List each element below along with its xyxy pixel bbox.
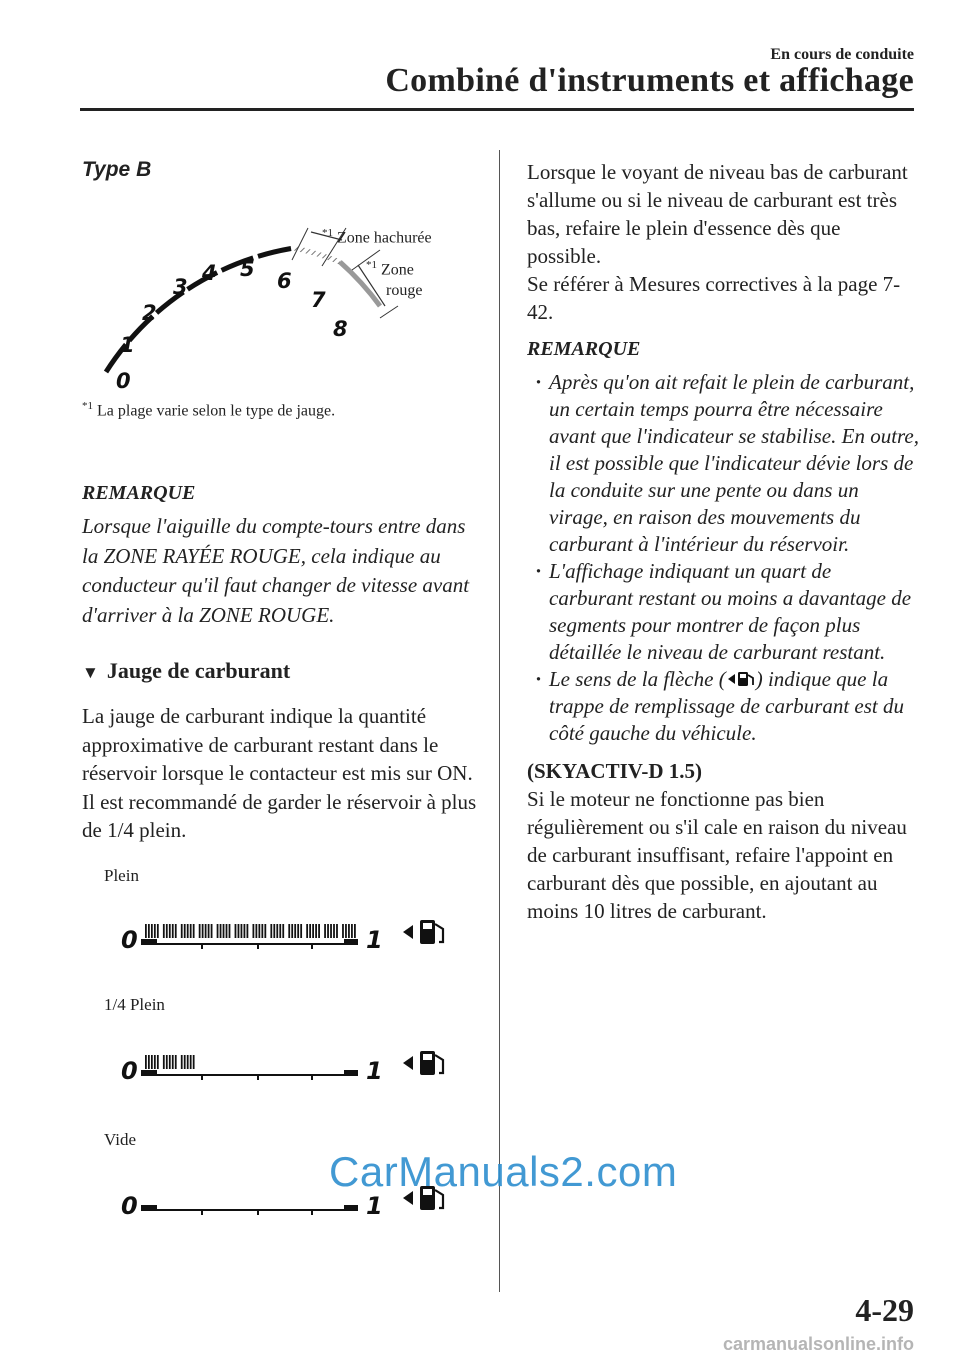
annotation-hatched-text: Zone hachurée <box>337 229 432 247</box>
fuel-pump-icon <box>403 920 443 944</box>
annotation-mark: *1 <box>366 259 377 271</box>
list-item <box>527 558 919 666</box>
gauge-segment <box>181 1055 195 1069</box>
tick-label-3: 3 <box>173 275 188 299</box>
running-head-section: En cours de conduite <box>770 46 914 63</box>
annotation-hatched-zone <box>322 222 432 249</box>
figure-type-label: Type B <box>82 158 152 181</box>
gauge-tick <box>201 1075 203 1080</box>
page-number: 4-29 <box>855 1292 914 1328</box>
gauge-min-label: 0 <box>121 1192 138 1220</box>
gauge-segment <box>288 924 302 938</box>
annotation-mark: *1 <box>322 227 333 239</box>
gauge-max-label: 1 <box>366 926 383 954</box>
reference-paragraph: Se référer à Mesures correctives à la page 7-42. <box>527 272 901 324</box>
low-fuel-paragraph: Lorsque le voyant de niveau bas de carburant s'allume ou si le niveau de carburant est très bas, refaire le plein d'essence dès que possible. <box>527 160 908 268</box>
gauge-min-label: 0 <box>121 926 138 954</box>
gauge-tick <box>311 1210 313 1215</box>
gauge-baseline <box>141 1074 354 1076</box>
tick-label-5: 5 <box>240 257 255 281</box>
gauge-segment <box>270 924 284 938</box>
section-heading <box>82 658 290 684</box>
gauge-segment <box>181 924 195 938</box>
column-divider <box>499 150 500 1292</box>
note-body: Lorsque l'aiguille du compte-tours entre dans la ZONE RAYÉE ROUGE, cela indique au conducteur qu'il faut changer de vitesse avant d'arriver à la ZONE ROUGE. <box>82 514 470 627</box>
gauge-segment <box>235 924 249 938</box>
gauge-max-label: 1 <box>366 1057 383 1085</box>
annotation-red-text-2: rouge <box>386 282 423 299</box>
note-list <box>527 369 919 747</box>
figure-footnote <box>82 400 335 420</box>
note-heading-2: REMARQUE <box>527 338 641 360</box>
bullet: · <box>535 559 543 583</box>
annotation-red-zone <box>366 254 414 281</box>
fuel-gauge-quarter <box>115 1043 465 1087</box>
tick-label-4: 4 <box>202 261 217 285</box>
tick-label-2: 2 <box>142 301 157 325</box>
gauge-tick <box>311 944 313 949</box>
fuel-gauge-label-empty: Vide <box>104 1130 137 1149</box>
bullet: · <box>535 667 543 691</box>
gauge-segment <box>253 924 267 938</box>
watermark-text: CarManuals2.com <box>329 1148 678 1195</box>
tick-label-8: 8 <box>333 317 348 341</box>
footer-site-text: carmanualsonline.info <box>722 1334 914 1354</box>
skyactiv-heading: (SKYACTIV-D 1.5) <box>527 759 703 783</box>
tick-label-0: 0 <box>116 369 131 393</box>
gauge-segment <box>217 924 231 938</box>
list-item-text: L'affichage indiquant un quart de carburant restant ou moins a davantage de segments pour montrer de façon plus détaillée le niveau de carburant restant. <box>549 559 912 664</box>
list-item <box>527 666 919 747</box>
tick-label-7: 7 <box>311 288 326 312</box>
gauge-max-label: 1 <box>366 1192 383 1220</box>
fuel-gauge-label-full: Plein <box>104 866 139 885</box>
gauge-end-block <box>344 1205 358 1211</box>
fuel-gauge-full <box>115 912 465 956</box>
gauge-segment <box>145 1055 159 1069</box>
gauge-min-label: 0 <box>121 1057 138 1085</box>
bullet: · <box>535 370 543 394</box>
gauge-tick <box>201 1210 203 1215</box>
header-rule <box>80 108 914 111</box>
gauge-segment <box>342 924 356 938</box>
tick-label-1: 1 <box>120 333 135 357</box>
gauge-segment <box>306 924 320 938</box>
gauge-baseline <box>141 1209 354 1211</box>
section-heading-text: Jauge de carburant <box>106 658 291 683</box>
running-head-title: Combiné d'instruments et affichage <box>385 62 914 99</box>
skyactiv-body: Si le moteur ne fonctionne pas bien régulièrement ou s'il cale en raison du niveau de carburant insuffisant, refaire l'appoint en carburant dès que possible, en ajoutant au moins 10 litres de carburant. <box>527 787 907 923</box>
gauge-tick <box>201 944 203 949</box>
list-item <box>527 369 919 558</box>
right-column <box>527 158 919 925</box>
fuel-pump-icon <box>403 1051 443 1075</box>
gauge-tick <box>257 1075 259 1080</box>
triangle-marker-icon: ▼ <box>82 663 99 682</box>
footnote-text: La plage varie selon le type de jauge. <box>97 402 336 420</box>
gauge-segment <box>145 924 159 938</box>
gauge-segment <box>163 924 177 938</box>
list-item-text-post: ) indique que la trappe de remplissage de carburant est du côté gauche du véhicule. <box>549 667 905 745</box>
list-item-text: Après qu'on ait refait le plein de carburant, un certain temps pourra être nécessaire avant que l'indicateur se stabilise. En outre, il est possible que l'indicateur dévie lors de la conduite sur une pente ou dans un virage, en raison des mouvements du carburant à l'intérieur du réservoir. <box>549 370 919 556</box>
gauge-segment <box>324 924 338 938</box>
gauge-segment <box>163 1055 177 1069</box>
gauge-tick <box>311 1075 313 1080</box>
gauge-baseline <box>141 943 354 945</box>
footnote-mark: *1 <box>82 400 93 412</box>
fuel-gauge-label-quarter: 1/4 Plein <box>104 995 165 1014</box>
gauge-tick <box>257 944 259 949</box>
gauge-end-block <box>344 939 358 945</box>
gauge-tick <box>257 1210 259 1215</box>
annotation-red-text-1: Zone <box>381 261 414 279</box>
fuel-section-body: La jauge de carburant indique la quantité approximative de carburant restant dans le réservoir lorsque le contacteur est mis sur ON. Il est recommandé de garder le réservoir à plus de 1/4 plein. <box>82 704 477 842</box>
list-item-text-pre: Le sens de la flèche ( <box>549 667 726 691</box>
fuel-arrow-icon <box>726 670 756 688</box>
gauge-end-block <box>344 1070 358 1076</box>
tick-label-6: 6 <box>277 269 292 293</box>
gauge-segment <box>199 924 213 938</box>
note-heading: REMARQUE <box>82 482 196 504</box>
